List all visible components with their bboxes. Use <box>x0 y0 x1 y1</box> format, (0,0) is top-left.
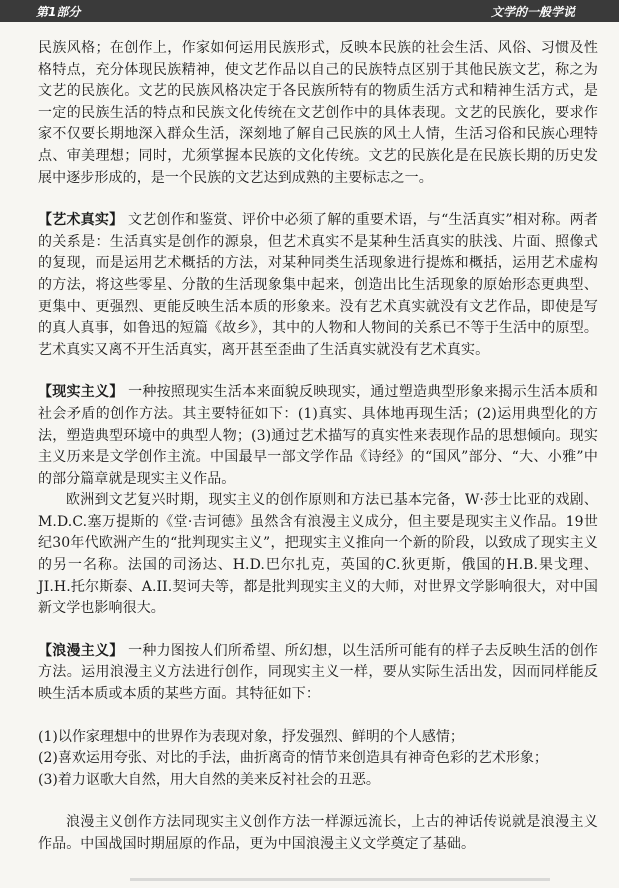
term-artistic-truth: 【艺术真实】 <box>38 212 124 229</box>
list-item: (2)喜欢运用夸张、对比的手法，曲折离奇的情节来创造具有神奇色彩的艺术形象； <box>38 750 548 767</box>
entry-realism <box>38 382 598 490</box>
paragraph-european-realism: 欧洲到文艺复兴时期，现实主义的创作原则和方法已基本完备，W·莎士比亚的戏剧、M.D.C.塞万提斯的《堂·吉诃德》虽然含有浪漫主义成分，但主要是现实主义作品。19世纪30年代欧洲产生的“批判现实主义”，把现实主义推向一个新的阶段，以致成了现实主义的另一名称。法国的司汤达、H.D.巴尔扎克，英国的C.狄更斯，俄国的H.B.果戈理、JI.H.托尔斯泰、A.II.契诃夫等，都是批判现实主义的大师，对世界文学影响很大，对中国新文学也影响很大。 <box>38 492 598 617</box>
term-realism: 【现实主义】 <box>38 384 124 401</box>
term-romanticism: 【浪漫主义】 <box>38 642 124 659</box>
running-header <box>0 0 619 22</box>
entry-romanticism <box>38 641 598 706</box>
definition-artistic-truth: 文艺创作和鉴赏、评价中必须了解的重要术语，与“生活真实”相对称。两者的关系是：生活真实是创作的源泉，但艺术真实不是某种生活真实的肤浅、片面、照像式的复现，而是运用艺术概括的方法，对某种同类生活现象进行提炼和概括，运用艺术虚构的方法，将这些零星、分散的生活现象集中起来，创造出比生活现象的原始形态更典型、更集中、更强烈、更能反映生活本质的形象来。没有艺术真实就没有文艺作品，即使是写的真人真事，如鲁迅的短篇《故乡》，其中的人物和人物间的关系已不等于生活中的原型。艺术真实又离不开生活真实，离开甚至歪曲了生活真实就没有艺术真实。 <box>38 212 598 358</box>
list-item: (1)以作家理想中的世界作为表现对象，抒发强烈、鲜明的个人感情； <box>38 728 464 745</box>
header-chapter-title: 文学的一般学说 <box>490 5 575 19</box>
scan-artifact-line <box>130 878 550 881</box>
list-item: (3)着力讴歌大自然，用大自然的美来反衬社会的丑恶。 <box>38 771 380 788</box>
entry-artistic-truth <box>38 210 598 361</box>
definition-realism: 一种按照现实生活本来面貌反映现实，通过塑造典型形象来揭示生活本质和社会矛盾的创作方法。其主要特征如下：(1)真实、具体地再现生活；(2)运用典型化的方法，塑造典型环境中的典型人物；(3)通过艺术描写的真实性来表现作品的思想倾向。现实主义历来是文学创作主流。中国最早一部文学作品《诗经》的“国风”部分、“大、小雅”中的部分篇章就是现实主义作品。 <box>38 384 598 487</box>
definition-romanticism: 一种力图按人们所希望、所幻想，以生活所可能有的样子去反映生活的创作方法。运用浪漫主义方法进行创作，同现实主义一样，要从实际生活出发，因而同样能反映生活本质或本质的某些方面。其特征如下： <box>38 642 598 703</box>
paragraph-romanticism-origins: 浪漫主义创作方法同现实主义创作方法一样源远流长，上古的神话传说就是浪漫主义作品。中国战国时期屈原的作品，更为中国浪漫主义文学奠定了基础。 <box>38 814 598 852</box>
header-part-label: 第1部分 <box>36 5 81 19</box>
page-body <box>38 38 598 856</box>
romanticism-features <box>38 727 598 792</box>
paragraph-national-style: 民族风格；在创作上，作家如何运用民族形式，反映本民族的社会生活、风俗、习惯及性格特点，充分体现民族精神，使文艺作品以自己的民族特点区别于其他民族文艺，称之为文艺的民族化。文艺的民族风格决定于各民族所特有的物质生活方式和精神生活方式，是一定的民族生活的特点和民族文化传统在文艺创作中的具体表现。文艺的民族化，要求作家不仅要长期地深入群众生活，深刻地了解自己民族的风土人情，生活习俗和民族心理特点、审美理想；同时，尤须掌握本民族的文化传统。文艺的民族化是在民族长期的历史发展中逐步形成的，是一个民族的文艺达到成熟的主要标志之一。 <box>38 40 598 186</box>
